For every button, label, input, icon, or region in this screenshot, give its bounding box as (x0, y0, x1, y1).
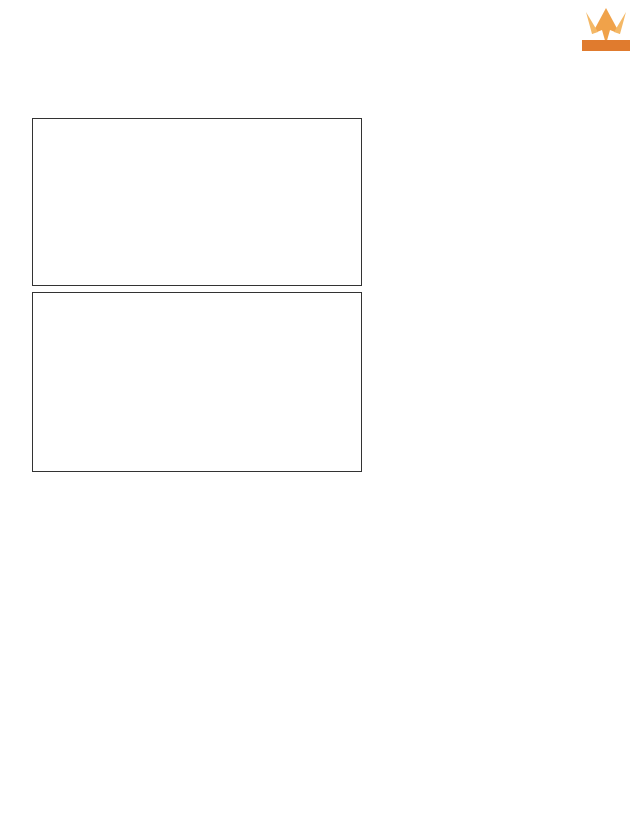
forward-pass-table (32, 118, 362, 286)
kegel-logo (578, 4, 634, 58)
reverse-pass-table (32, 292, 362, 472)
lane-oil-graph (384, 117, 612, 607)
reverse-swatch (342, 493, 384, 507)
oil-bar-chart (26, 672, 612, 794)
combined-swatch (342, 508, 384, 522)
forward-swatch (342, 478, 384, 492)
